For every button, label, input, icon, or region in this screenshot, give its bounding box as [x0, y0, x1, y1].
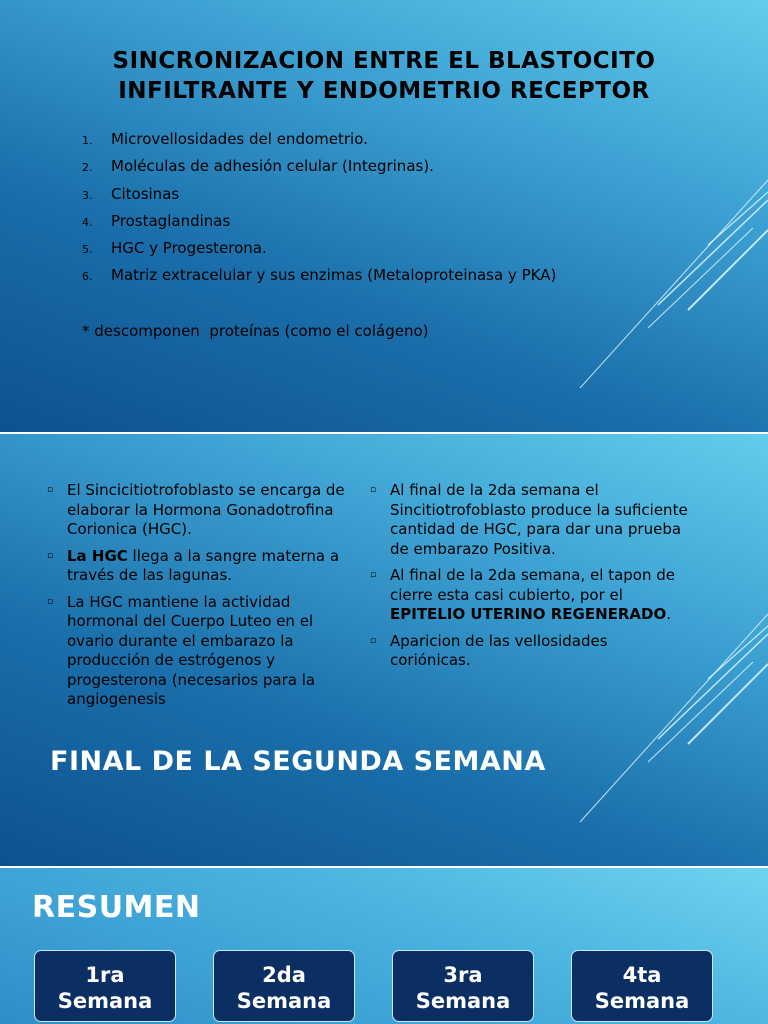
bullet-item — [47, 593, 347, 710]
list-item — [82, 185, 642, 212]
list-number: 3. — [82, 188, 93, 202]
bullet-text-part: El Sincicitiotrofoblasto se encarga de elaborar la Hormona Gonadotrofina Corionica (HGC). — [67, 481, 345, 538]
slide-sincronizacion — [0, 0, 768, 432]
bullet-text-part: Al final de la 2da semana el Sincitiotrofoblasto produce la suficiente cantidad de HGC, para dar una prueba de embarazo Positiva. — [390, 481, 688, 558]
list-number: 4. — [82, 215, 93, 229]
list-text: Moléculas de adhesión celular (Integrinas). — [111, 157, 434, 176]
list-item — [82, 157, 642, 184]
bullet-icon: ▫ — [47, 550, 54, 561]
slide-resumen — [0, 868, 768, 1024]
bullet-column-right — [370, 481, 690, 678]
bullet-text-part: Al final de la 2da semana, el tapon de cierre esta casi cubierto, por el — [390, 566, 675, 604]
week-label: Semana — [57, 989, 153, 1013]
bullet-text — [390, 566, 690, 625]
bullet-column-left — [47, 481, 347, 717]
bullet-icon: ▫ — [370, 485, 377, 495]
list-text: Matriz extracelular y sus enzimas (Metaloproteinasa y PKA) — [111, 266, 557, 285]
list-item — [82, 266, 642, 293]
bullet-text — [390, 481, 690, 559]
bullet-icon: ▫ — [47, 485, 54, 495]
bullet-item — [47, 481, 347, 540]
bullet-text-part: llega a la sangre materna a través de las lagunas. — [67, 546, 340, 584]
bullet-text — [390, 632, 690, 671]
bullet-icon: ▫ — [370, 635, 377, 646]
list-text: HGC y Progesterona. — [111, 239, 267, 258]
list-item — [82, 212, 642, 239]
bullet-item — [47, 547, 347, 586]
bullet-text — [67, 593, 347, 710]
list-item — [82, 239, 642, 266]
week-number: 1ra — [85, 963, 125, 987]
list-text: Microvellosidades del endometrio. — [111, 130, 368, 148]
week-number: 4ta — [622, 963, 662, 987]
week-label: Semana — [594, 989, 690, 1013]
slide-title: RESUMEN — [32, 890, 201, 925]
list-number: 2. — [82, 161, 93, 175]
slide-final-segunda-semana — [0, 434, 768, 866]
week-number: 2da — [262, 963, 306, 987]
bullet-icon: ▫ — [47, 596, 54, 607]
week-label: Semana — [236, 989, 332, 1013]
list-text: Citosinas — [111, 184, 180, 203]
bullet-item — [370, 632, 690, 671]
slide-title: SINCRONIZACION ENTRE EL BLASTOCITO INFILTRANTE Y ENDOMETRIO RECEPTOR — [112, 48, 656, 104]
list-number: 5. — [82, 243, 93, 257]
bullet-item — [370, 566, 690, 625]
bullet-text-bold: EPITELIO UTERINO REGENERADO — [390, 605, 667, 623]
week-box-2[interactable] — [213, 950, 355, 1022]
bullet-item — [370, 481, 690, 559]
note-text: * descomponen proteínas (como el colágeno) — [82, 322, 429, 340]
bullet-text-bold: La HGC — [67, 546, 128, 565]
list-item — [82, 130, 642, 157]
bullet-text-part: . — [666, 605, 672, 623]
week-box-4[interactable] — [571, 950, 713, 1022]
bullet-text-part: Aparicion de las vellosidades coriónicas. — [390, 631, 608, 669]
bullet-text-part: La HGC mantiene la actividad hormonal del Cuerpo Luteo en el ovario durante el embarazo la producción de estrógenos y progesterona (necesarios para la angiogenesis — [67, 592, 316, 708]
bullet-icon: ▫ — [370, 570, 377, 580]
bullet-text — [67, 547, 347, 586]
week-label: Semana — [415, 989, 511, 1013]
numbered-list — [82, 130, 642, 294]
list-number: 1. — [82, 134, 93, 147]
week-number: 3ra — [443, 963, 483, 987]
bullet-text — [67, 481, 347, 540]
list-number: 6. — [82, 270, 93, 284]
list-text: Prostaglandinas — [111, 211, 231, 230]
week-box-3[interactable] — [392, 950, 534, 1022]
slide-title: FINAL DE LA SEGUNDA SEMANA — [50, 746, 546, 777]
week-box-1[interactable] — [34, 950, 176, 1022]
